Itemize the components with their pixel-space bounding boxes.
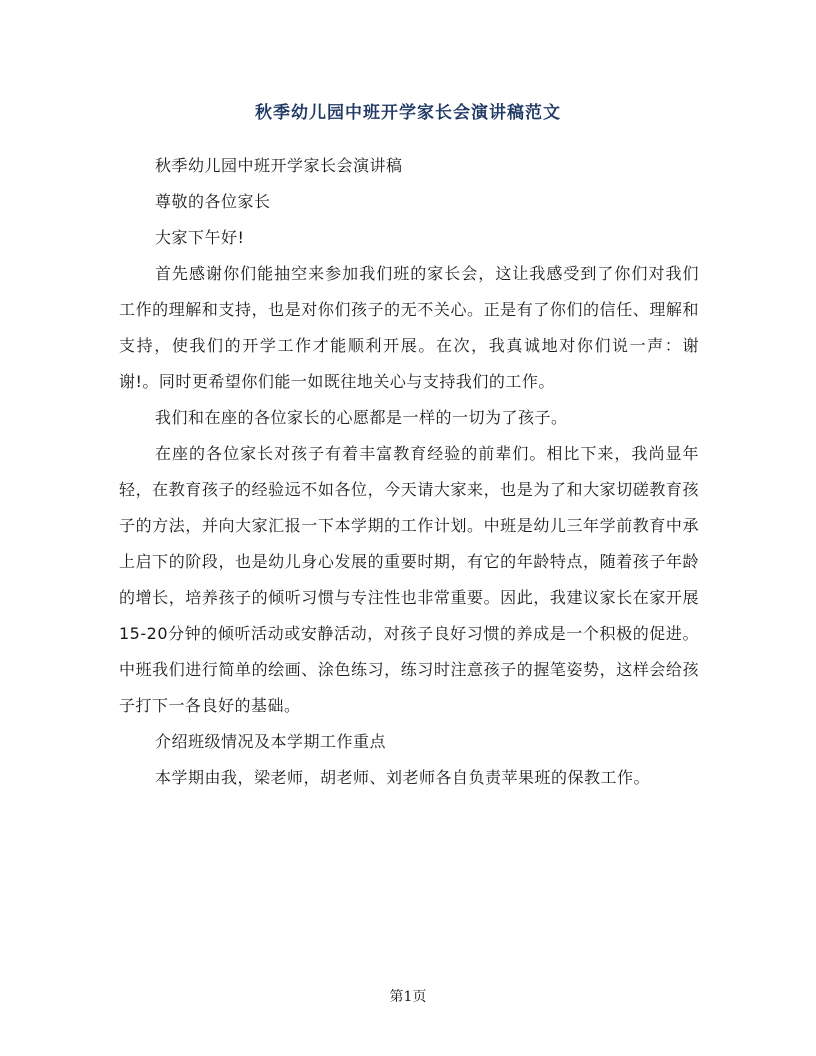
paragraph-thanks: 首先感谢你们能抽空来参加我们班的家长会，这让我感受到了你们对我们工作的理解和支持，也是对你们孩子的无不关心。正是有了你们的信任、理解和支持，使我们的开学工作才能顺利开展。在次，我真诚地对你们说一声：谢谢!。同时更希望你们能一如既往地关心与支持我们的工作。 [119,264,699,391]
paragraph-greeting: 大家下午好! [155,228,245,247]
paragraph-section-heading: 介绍班级情况及本学期工作重点 [155,732,387,751]
paragraph-subtitle: 秋季幼儿园中班开学家长会演讲稿 [155,156,403,175]
paragraph-staff: 本学期由我，梁老师，胡老师、刘老师各自负责苹果班的保教工作。 [155,768,651,787]
page-number: 第1页 [389,989,427,1005]
paragraph-work-plan: 在座的各位家长对孩子有着丰富教育经验的前辈们。相比下来，我尚显年轻，在教育孩子的经验远不如各位，今天请大家来，也是为了和大家切磋教育孩子的方法，并向大家汇报一下本学期的工作计划。中班是幼儿三年学前教育中承上启下的阶段，也是幼儿身心发展的重要时期，有它的年龄特点，随着孩子年龄的增长，培养孩子的倾听习惯与专注性也非常重要。因此，我建议家长在家开展15-20分钟的倾听活动或安静活动，对孩子良好习惯的养成是一个积极的促进。中班我们进行简单的绘画、涂色练习，练习时注意孩子的握笔姿势，这样会给孩子打下一各良好的基础。 [119,444,699,715]
document-body [119,148,699,796]
document-title: 秋季幼儿园中班开学家长会演讲稿范文 [255,103,561,123]
paragraph-salutation: 尊敬的各位家长 [155,192,271,211]
paragraph-shared-wish: 我们和在座的各位家长的心愿都是一样的一切为了孩子。 [155,408,568,427]
